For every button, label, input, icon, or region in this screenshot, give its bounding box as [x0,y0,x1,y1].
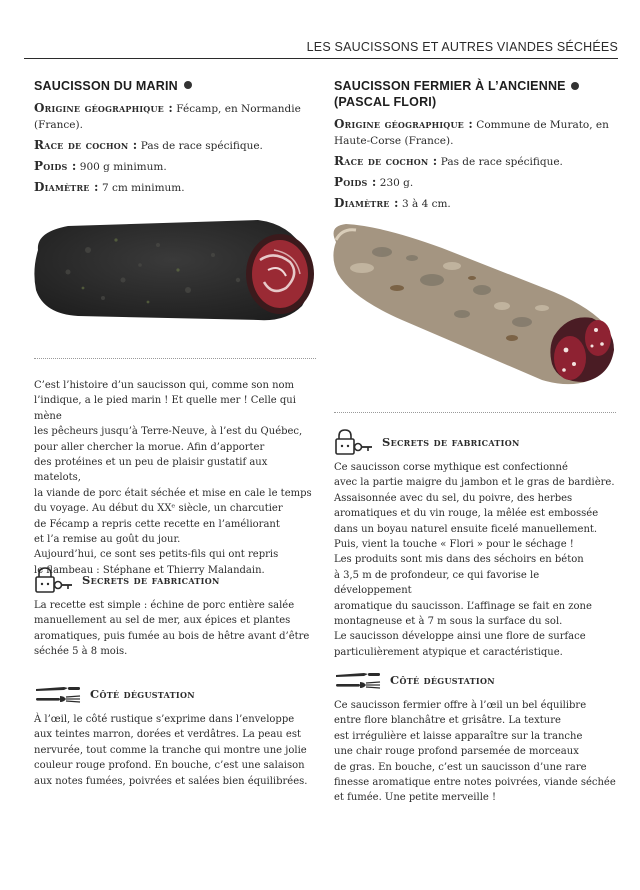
secrets-left-text: La recette est simple : échine de porc entière salée manuellement au sel de mer, aux épices et plantes aromatiques, puis fumée au bois de hêtre avant d’être séchée 5 à 8 mois. [34,600,310,658]
spec-diameter [334,195,616,212]
spec-origin-value: Commune de Murato, en Haute-Corse (France). [334,119,609,147]
lock-key-icon [334,428,374,456]
secrets-right-block [334,428,616,660]
tasting-left-block [34,680,316,789]
divider-right [334,412,616,413]
tasting-right-heading [334,666,616,694]
spec-weight-value: 230 g. [376,177,414,189]
secrets-left-block [34,566,316,660]
spec-breed-label: Race de cochon : [34,138,138,152]
tasting-left-text: À l’œil, le côté rustique s’exprime dans l’enveloppe aux teintes marron, dorées et verdâtres. La peau est nervurée, tout comme la tranche qui montre une jolie couleur rouge profond. En bouche, c’est une salaison aux notes fumées, poivrées et salées bien équilibrées. [34,714,308,787]
tasting-right-text: Ce saucisson fermier offre à l’œil un bel équilibre entre flore blanchâtre et grisâtre. La texture est irrégulière et laisse apparaître sur la tranche une chair rouge profond parsemée de morceaux de gras. En bouche, c’est un saucisson d’une rare finesse aromatique entre notes poivrées, viande séchée et fumée. Une petite merveille ! [334,700,616,804]
spec-weight [334,174,616,191]
knife-fork-icon [34,682,82,706]
spec-breed-value: Pas de race spécifique. [437,156,563,168]
spec-weight-label: Poids : [34,159,77,173]
knife-fork-icon [334,668,382,692]
saucisson-fermier-illustration [322,218,618,394]
running-title: LES SAUCISSONS ET AUTRES VIANDES SÉCHÉES [306,40,618,54]
spec-breed [34,137,316,154]
tasting-left-heading [34,680,316,708]
spec-diameter-value: 3 à 4 cm. [398,198,451,210]
product-title-right-text: SAUCISSON FERMIER À L’ANCIENNE (PASCAL FLORI) [334,79,566,109]
spec-breed-label: Race de cochon : [334,154,438,168]
spec-weight [34,158,316,175]
left-column [34,78,316,196]
spec-origin-label: Origine géographique : [34,101,173,115]
spec-diameter-value: 7 cm minimum. [98,182,185,194]
running-header [24,38,618,59]
spec-diameter-label: Diamètre : [34,180,99,194]
product-title-left-text: SAUCISSON DU MARIN [34,79,178,93]
history-text: C’est l’histoire d’un saucisson qui, comme son nom l’indique, a le pied marin ! Et quelle mer ! Celle qui mène les pêcheurs jusqu’à Terre-Neuve, à l’est du Québec, pour aller chercher la morue. Afin d’apporter des protéines et un peu de plaisir gustatif aux matelots, la viande de porc était séchée et mise en cale le temps du voyage. Au début du XXᵉ siècle, un charcutier de Fécamp a repris cette recette en l’améliorant et l’a remise au goût du jour. Aujourd’hui, ce sont ses petits-fils qui ont repris le flambeau : Stéphane et Thierry Malandain. [34,380,312,576]
spec-breed [334,153,616,170]
spec-diameter-label: Diamètre : [334,196,399,210]
divider-left [34,358,316,359]
secrets-right-heading [334,428,616,456]
saucisson-marin-illustration [28,210,320,328]
history-block [34,378,316,578]
specs-left [34,100,316,196]
spec-weight-value: 900 g minimum. [76,161,167,173]
tasting-right-title: Côté dégustation [390,673,495,687]
bullet-dot-icon [184,81,192,89]
secrets-right-text: Ce saucisson corse mythique est confectionné avec la partie maigre du jambon et le gras de bardière. Assaisonnée avec du sel, du poivre, des herbes aromatiques et du vin rouge, la mêlée est embossée dans un boyau naturel ensuite ficelé manuellement. Puis, vient la touche « Flori » pour le séchage ! Les produits sont mis dans des séchoirs en béton à 3,5 m de profondeur, ce qui favorise le développement aromatique du saucisson. L’affinage se fait en zone montagneuse et à 7 m sous la surface du sol. Le saucisson développe ainsi une flore de surface particulièrement atypique et caractéristique. [334,462,615,658]
secrets-left-title: Secrets de fabrication [82,573,220,587]
tasting-left-title: Côté dégustation [90,687,195,701]
right-column [334,78,616,212]
spec-breed-value: Pas de race spécifique. [137,140,263,152]
specs-right [334,116,616,212]
product-title-left [34,78,316,94]
secrets-left-heading [34,566,316,594]
tasting-right-block [334,666,616,806]
lock-key-icon [34,566,74,594]
spec-diameter [34,179,316,196]
spec-origin-value: Fécamp, en Normandie (France). [34,103,301,131]
spec-origin [34,100,316,133]
bullet-dot-icon [571,82,579,90]
spec-origin-label: Origine géographique : [334,117,473,131]
spec-origin [334,116,616,149]
secrets-right-title: Secrets de fabrication [382,435,520,449]
spec-weight-label: Poids : [334,175,377,189]
